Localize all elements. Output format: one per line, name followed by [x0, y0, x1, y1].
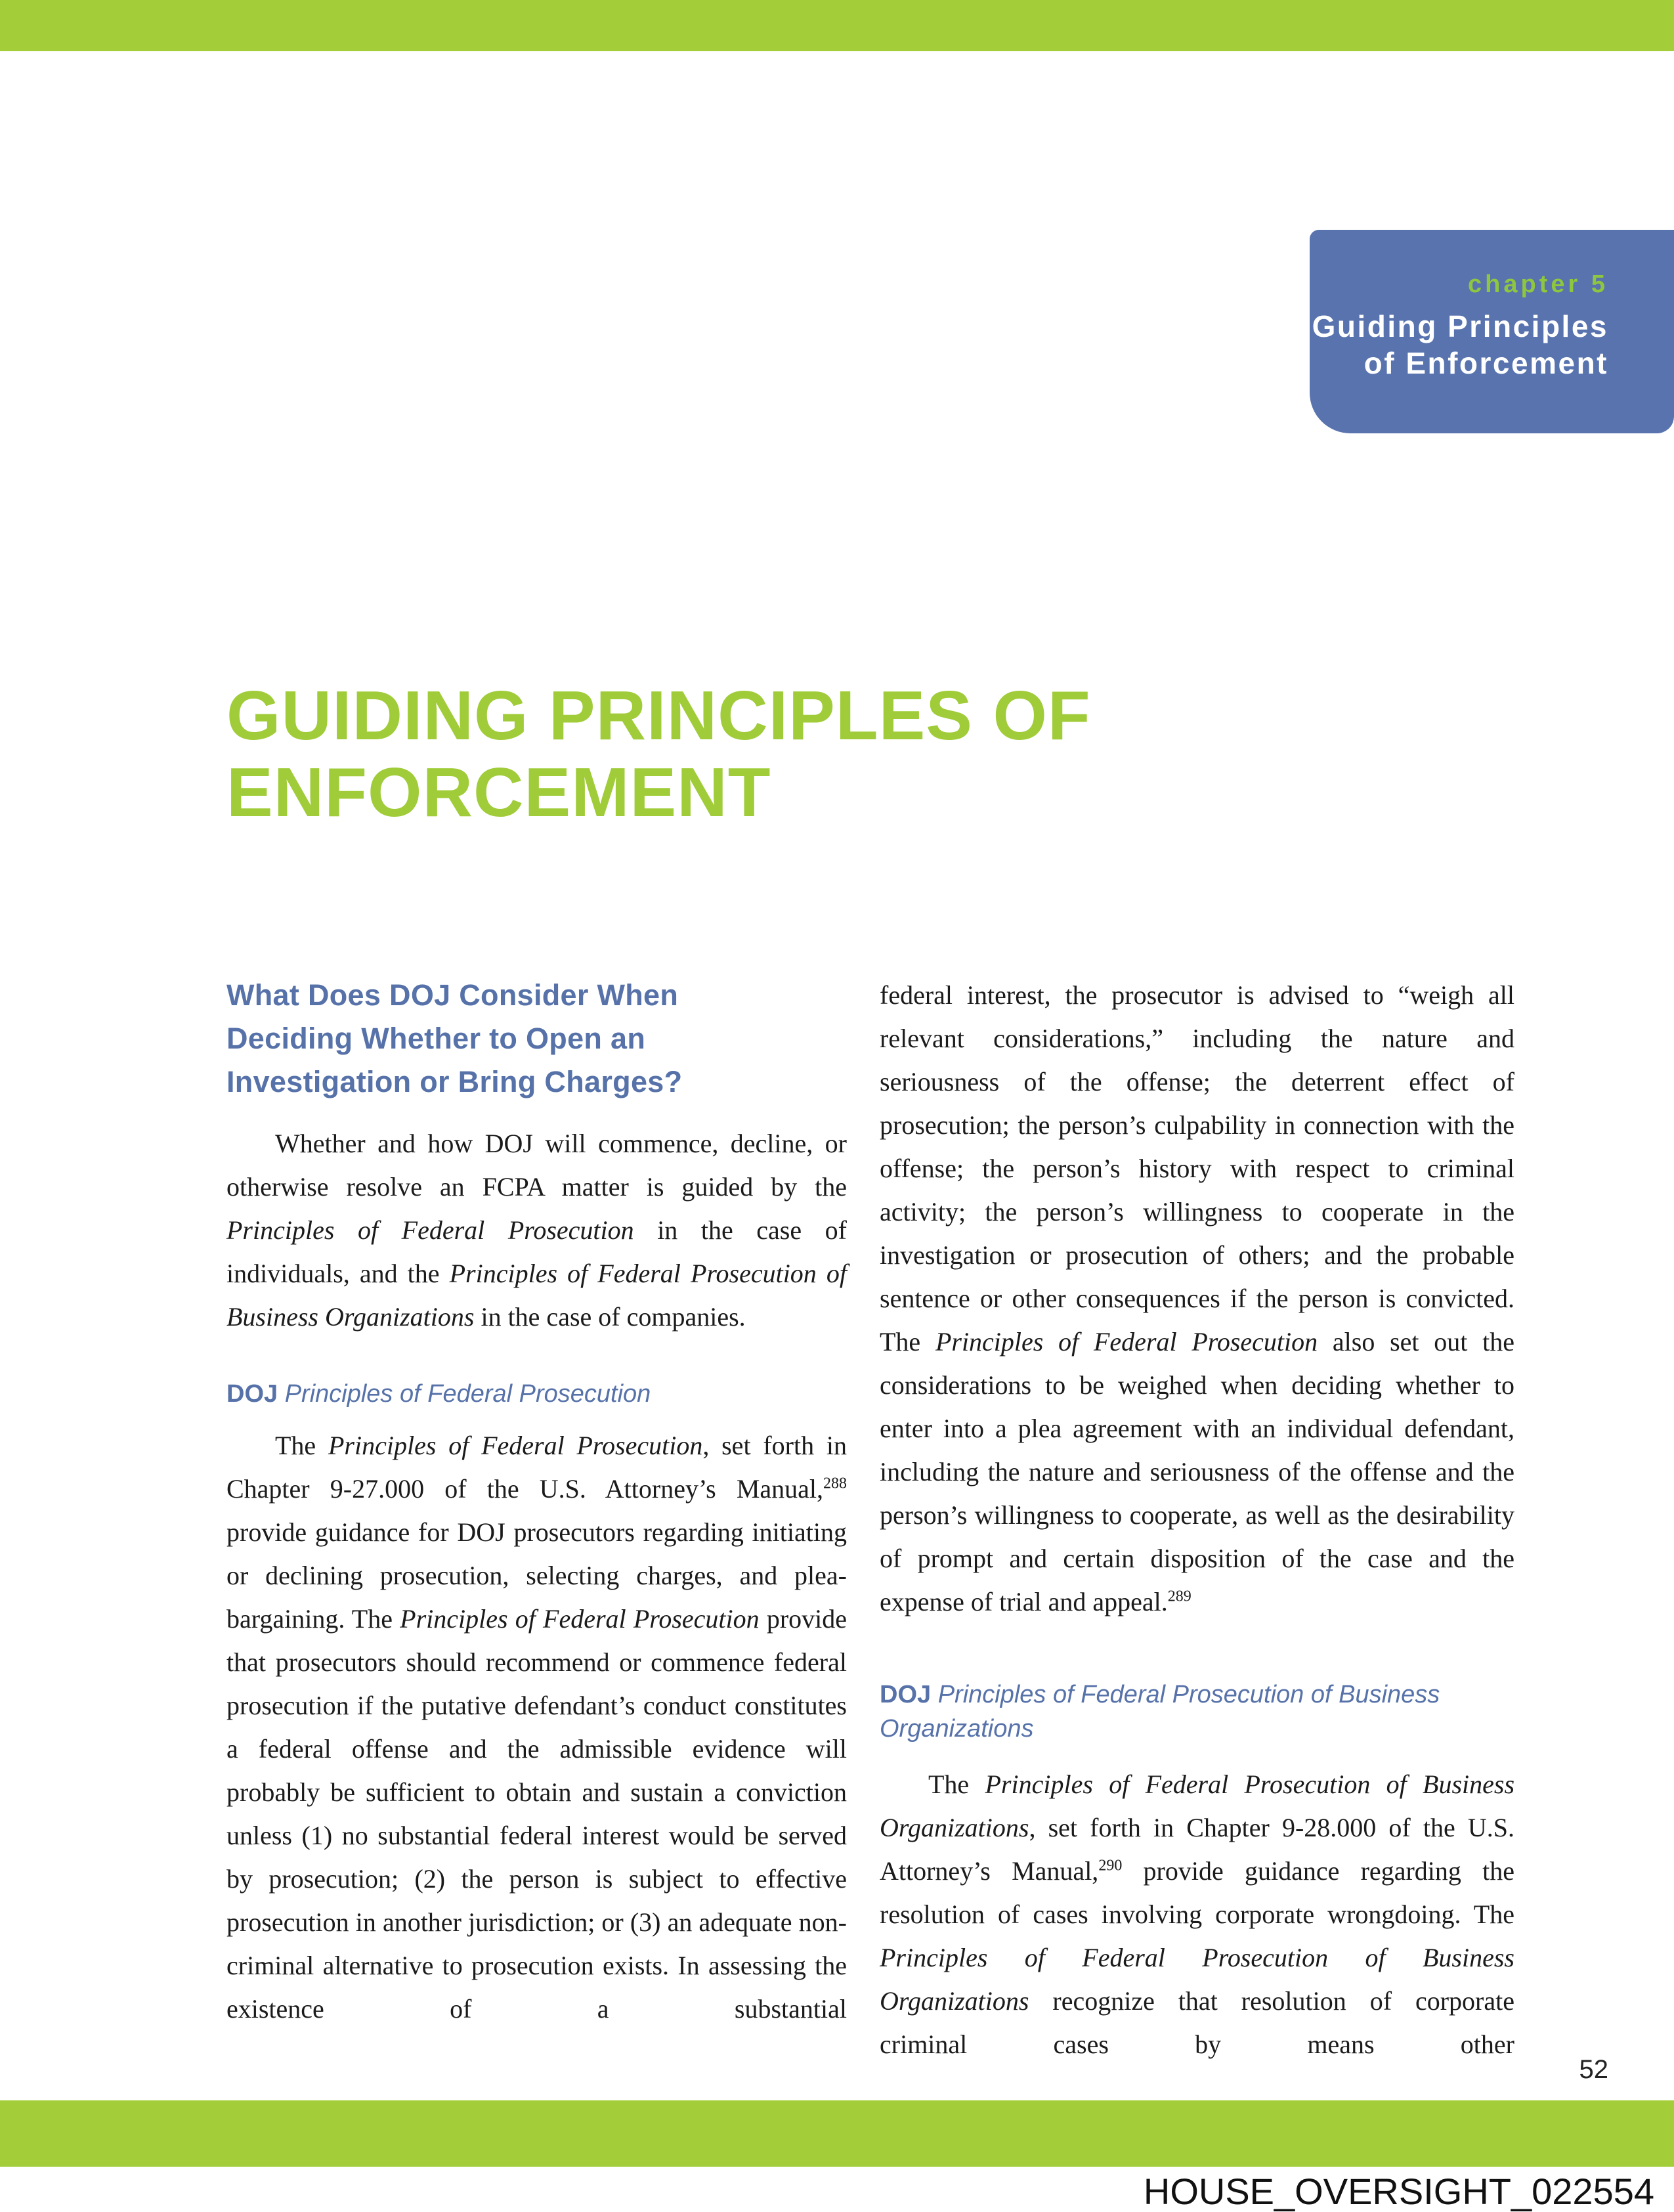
page-number: 52 — [1579, 2055, 1608, 2084]
right-column — [880, 974, 1514, 2066]
section-heading-line-2: Deciding Whether to Open an — [226, 1022, 646, 1055]
subheading-doj-principles-business: DOJ Principles of Federal Prosecution of Business Organizations — [880, 1681, 1440, 1743]
left-column — [226, 974, 847, 2031]
body-paragraph: federal interest, the prosecutor is advised to “weigh all relevant considerations,” including the nature and seriousness of the offense; the deterrent effect of prosecution; the person’s culpability in connection with the offense; the person’s history with respect to criminal activity; the person’s willingness to cooperate in the investigation or prosecution of others; and the probable sentence or other consequences if the person is convicted. The Principles of Federal Prosecution also set out the considerations to be weighed when deciding whether to enter into a plea agreement with an individual defendant, including the nature and seriousness of the offense and the person’s willingness to cooperate, as well as the desirability of prompt and certain disposition of the case and the expense of trial and appeal.$^{289}$ — [880, 980, 1514, 1616]
subheading-doj-principles: DOJ Principles of Federal Prosecution — [226, 1380, 651, 1408]
section-heading-line-1: What Does DOJ Consider When — [226, 978, 679, 1012]
top-green-bar — [0, 0, 1674, 51]
page-title-line-2: ENFORCEMENT — [226, 754, 771, 831]
body-paragraph: The Principles of Federal Prosecution of Business Organizations, set forth in Chapter 9-28.000 of the U.S. Attorney’s Manual,$^{290}$ provide guidance regarding the resolution of cases involving corporate wrongdoing. The Principles of Federal Prosecution of Business Organizations recognize that resolution of corporate criminal cases by means other — [880, 1769, 1515, 2059]
section-heading-line-3: Investigation or Bring Charges? — [226, 1065, 683, 1098]
chapter-tab-title-line-2: of Enforcement — [1363, 346, 1608, 380]
section-heading — [226, 974, 847, 1104]
bottom-green-bar — [0, 2100, 1674, 2167]
body-paragraph: The Principles of Federal Prosecution, set forth in Chapter 9-27.000 of the U.S. Attorney’s Manual,$^{288}$ provide guidance for DOJ prosecutors regarding initiating or declining prosecution, selecting charges, and plea-bargaining. The Principles of Federal Prosecution provide that prosecutors should recommend or commence federal prosecution if the putative defendant’s conduct constitutes a federal offense and the admissible evidence will probably be sufficient to obtain and sustain a conviction unless (1) no substantial federal interest would be served by prosecution; (2) the person is subject to effective prosecution in another jurisdiction; or (3) an adequate non-criminal alternative to prosecution exists. In assessing the existence of a substantial — [226, 1431, 848, 2024]
page-title — [226, 678, 1474, 831]
page-title-line-1: GUIDING PRINCIPLES OF — [226, 677, 1091, 754]
chapter-tab — [1310, 230, 1674, 433]
body-paragraph: Whether and how DOJ will commence, decline, or otherwise resolve an FCPA matter is guided by the Principles of Federal Prosecution in the case of individuals, and the Principles of Federal Prosecution of Business Organizations in the case of companies. — [226, 1129, 847, 1332]
chapter-tab-title-line-1: Guiding Principles — [1312, 309, 1608, 343]
watermark-bates-number: HOUSE_OVERSIGHT_022554 — [1143, 2171, 1654, 2212]
chapter-label: chapter 5 — [1468, 271, 1608, 298]
